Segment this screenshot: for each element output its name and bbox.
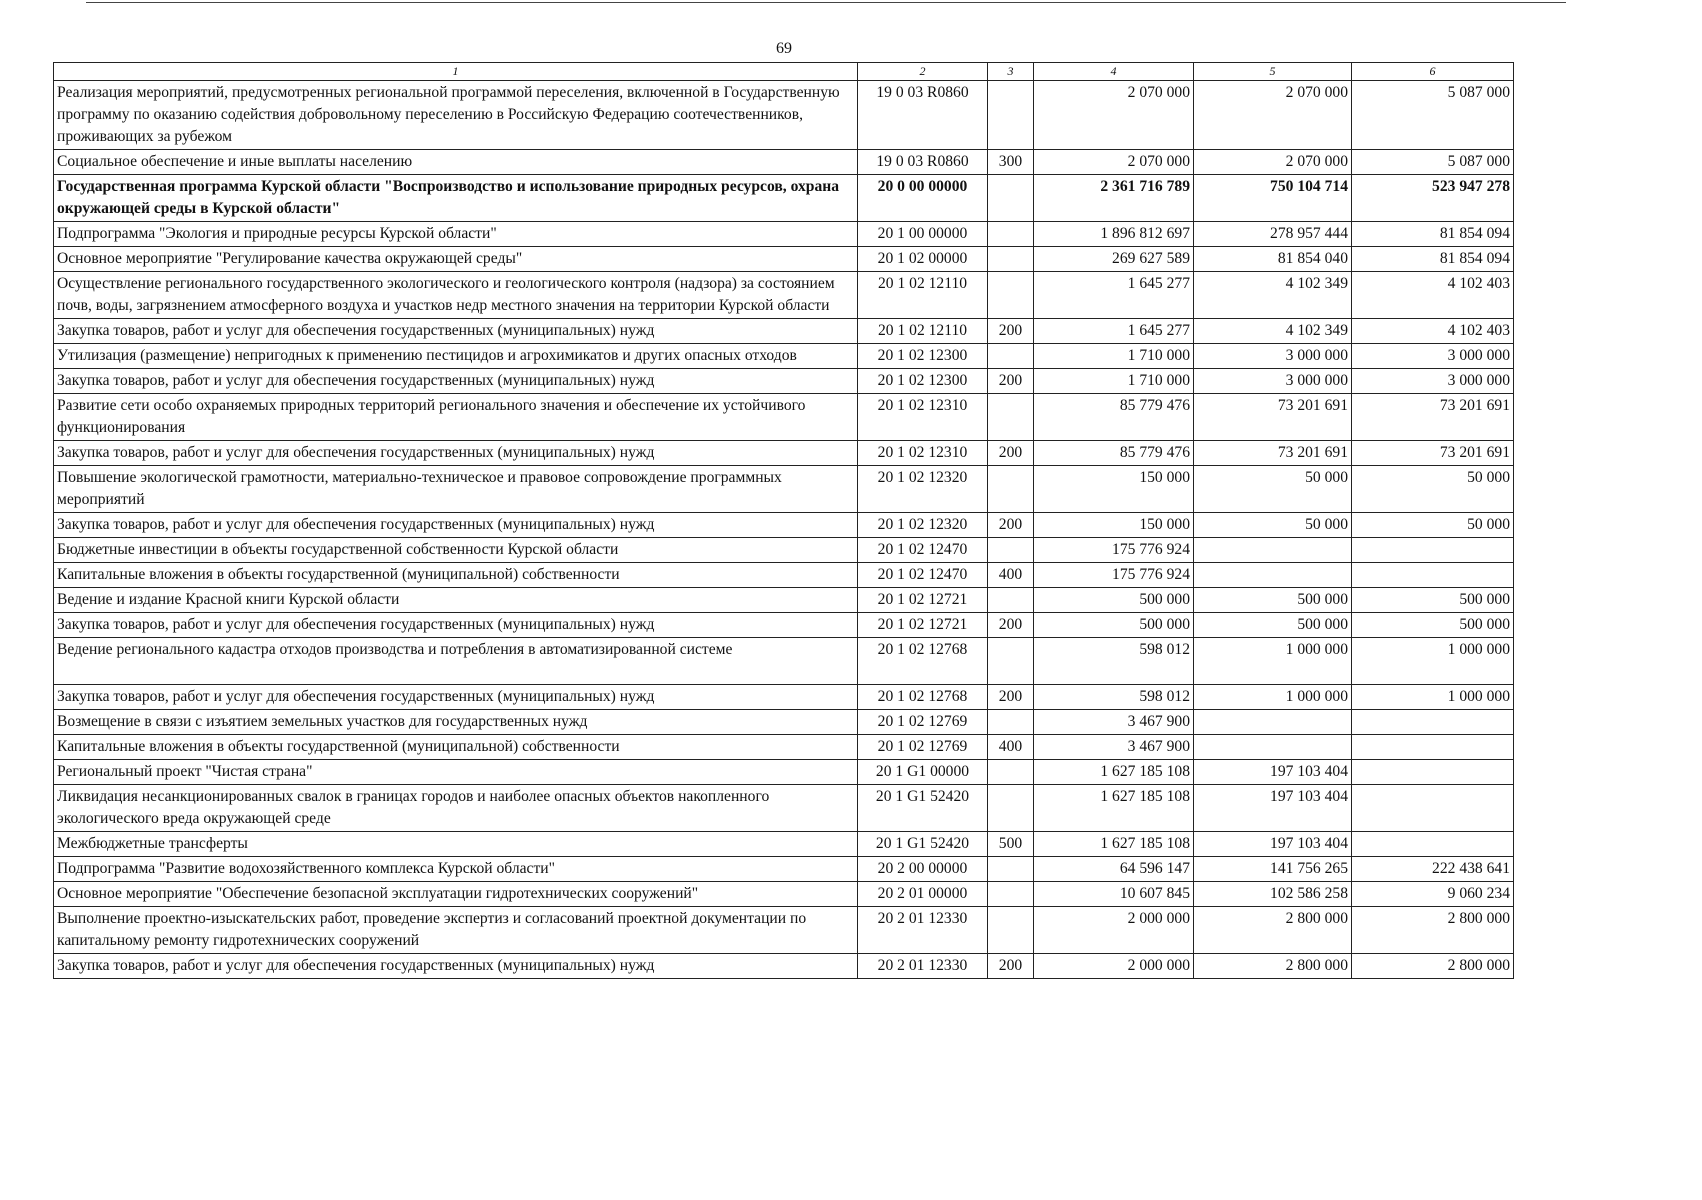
table-row	[54, 857, 1514, 882]
target-code-cell: 20 1 G1 52420	[858, 832, 988, 857]
item-name-cell: Закупка товаров, работ и услуг для обеспечения государственных (муниципальных) нужд	[54, 369, 858, 394]
column-number-1: 1	[54, 63, 858, 81]
item-name-cell: Развитие сети особо охраняемых природных территорий регионального значения и обеспечение их устойчивого функционирования	[54, 394, 858, 441]
target-code-cell: 20 1 02 12320	[858, 466, 988, 513]
table-row	[54, 563, 1514, 588]
target-code-cell: 19 0 03 R0860	[858, 81, 988, 150]
expense-type-cell	[988, 272, 1034, 319]
table-row	[54, 685, 1514, 710]
amount-col4-cell: 150 000	[1034, 466, 1194, 513]
table-row	[54, 81, 1514, 150]
amount-col5-cell: 197 103 404	[1194, 832, 1352, 857]
amount-col5-cell: 2 070 000	[1194, 81, 1352, 150]
amount-col6-cell: 523 947 278	[1352, 175, 1514, 222]
item-name-cell: Утилизация (размещение) непригодных к применению пестицидов и агрохимикатов и других опасных отходов	[54, 344, 858, 369]
target-code-cell: 20 1 02 12110	[858, 319, 988, 344]
item-name-cell: Закупка товаров, работ и услуг для обеспечения государственных (муниципальных) нужд	[54, 613, 858, 638]
table-row	[54, 175, 1514, 222]
amount-col5-cell	[1194, 538, 1352, 563]
amount-col4-cell: 598 012	[1034, 638, 1194, 685]
amount-col4-cell: 150 000	[1034, 513, 1194, 538]
item-name-cell: Закупка товаров, работ и услуг для обеспечения государственных (муниципальных) нужд	[54, 513, 858, 538]
target-code-cell: 20 1 02 12300	[858, 369, 988, 394]
expense-type-cell: 500	[988, 832, 1034, 857]
amount-col6-cell: 73 201 691	[1352, 441, 1514, 466]
expense-type-cell	[988, 857, 1034, 882]
item-name-cell: Ведение регионального кадастра отходов производства и потребления в автоматизированной системе	[54, 638, 858, 685]
item-name-cell: Межбюджетные трансферты	[54, 832, 858, 857]
item-name-cell: Социальное обеспечение и иные выплаты населению	[54, 150, 858, 175]
amount-col4-cell: 2 361 716 789	[1034, 175, 1194, 222]
expense-type-cell	[988, 394, 1034, 441]
expense-type-cell	[988, 760, 1034, 785]
item-name-cell: Реализация мероприятий, предусмотренных региональной программой переселения, включенной в Государственную программу по оказанию содействия добровольному переселению в Российскую Федерацию соотечественников, проживающих за рубежом	[54, 81, 858, 150]
expense-type-cell	[988, 882, 1034, 907]
target-code-cell: 20 1 02 12310	[858, 441, 988, 466]
amount-col6-cell: 1 000 000	[1352, 638, 1514, 685]
amount-col5-cell: 81 854 040	[1194, 247, 1352, 272]
amount-col6-cell: 2 800 000	[1352, 954, 1514, 979]
amount-col6-cell	[1352, 538, 1514, 563]
target-code-cell: 20 1 00 00000	[858, 222, 988, 247]
target-code-cell: 20 1 G1 52420	[858, 785, 988, 832]
item-name-cell: Повышение экологической грамотности, материально-техническое и правовое сопровождение программных мероприятий	[54, 466, 858, 513]
target-code-cell: 20 1 02 12721	[858, 613, 988, 638]
table-body	[54, 63, 1514, 979]
target-code-cell: 20 1 02 12300	[858, 344, 988, 369]
table-row	[54, 832, 1514, 857]
expense-type-cell	[988, 247, 1034, 272]
expense-type-cell	[988, 222, 1034, 247]
amount-col5-cell	[1194, 563, 1352, 588]
amount-col4-cell: 10 607 845	[1034, 882, 1194, 907]
amount-col5-cell: 2 070 000	[1194, 150, 1352, 175]
amount-col4-cell: 2 000 000	[1034, 907, 1194, 954]
target-code-cell: 20 1 02 00000	[858, 247, 988, 272]
table-row	[54, 710, 1514, 735]
expense-type-cell: 200	[988, 369, 1034, 394]
item-name-cell: Возмещение в связи с изъятием земельных участков для государственных нужд	[54, 710, 858, 735]
item-name-cell: Закупка товаров, работ и услуг для обеспечения государственных (муниципальных) нужд	[54, 319, 858, 344]
target-code-cell: 19 0 03 R0860	[858, 150, 988, 175]
item-name-cell: Закупка товаров, работ и услуг для обеспечения государственных (муниципальных) нужд	[54, 441, 858, 466]
amount-col5-cell: 500 000	[1194, 613, 1352, 638]
target-code-cell: 20 1 02 12320	[858, 513, 988, 538]
amount-col4-cell: 1 627 185 108	[1034, 832, 1194, 857]
table-row	[54, 272, 1514, 319]
item-name-cell: Бюджетные инвестиции в объекты государственной собственности Курской области	[54, 538, 858, 563]
top-rule	[86, 2, 1566, 3]
amount-col5-cell: 1 000 000	[1194, 685, 1352, 710]
amount-col5-cell: 197 103 404	[1194, 785, 1352, 832]
budget-table	[53, 62, 1514, 979]
expense-type-cell: 200	[988, 685, 1034, 710]
amount-col6-cell: 500 000	[1352, 613, 1514, 638]
item-name-cell: Капитальные вложения в объекты государственной (муниципальной) собственности	[54, 735, 858, 760]
item-name-cell: Осуществление регионального государственного экологического и геологического контроля (надзора) за состоянием почв, воды, загрязнением атмосферного воздуха и участков недр местного значения на территории Курской области	[54, 272, 858, 319]
amount-col6-cell: 81 854 094	[1352, 247, 1514, 272]
table-row	[54, 735, 1514, 760]
item-name-cell: Основное мероприятие "Обеспечение безопасной эксплуатации гидротехнических сооружений"	[54, 882, 858, 907]
amount-col6-cell	[1352, 832, 1514, 857]
amount-col4-cell: 175 776 924	[1034, 538, 1194, 563]
amount-col6-cell	[1352, 735, 1514, 760]
table-row	[54, 441, 1514, 466]
table-row	[54, 466, 1514, 513]
item-name-cell: Капитальные вложения в объекты государственной (муниципальной) собственности	[54, 563, 858, 588]
target-code-cell: 20 0 00 00000	[858, 175, 988, 222]
amount-col6-cell: 9 060 234	[1352, 882, 1514, 907]
column-number-6: 6	[1352, 63, 1514, 81]
amount-col4-cell: 85 779 476	[1034, 441, 1194, 466]
target-code-cell: 20 2 00 00000	[858, 857, 988, 882]
item-name-cell: Выполнение проектно-изыскательских работ, проведение экспертиз и согласований проектной документации по капитальному ремонту гидротехнических сооружений	[54, 907, 858, 954]
amount-col6-cell	[1352, 563, 1514, 588]
column-number-3: 3	[988, 63, 1034, 81]
table-row	[54, 882, 1514, 907]
amount-col6-cell: 4 102 403	[1352, 272, 1514, 319]
table-row	[54, 369, 1514, 394]
amount-col5-cell: 4 102 349	[1194, 319, 1352, 344]
amount-col6-cell: 3 000 000	[1352, 344, 1514, 369]
amount-col5-cell: 141 756 265	[1194, 857, 1352, 882]
target-code-cell: 20 1 02 12310	[858, 394, 988, 441]
table-row	[54, 344, 1514, 369]
amount-col5-cell: 102 586 258	[1194, 882, 1352, 907]
table-row	[54, 954, 1514, 979]
table-row	[54, 247, 1514, 272]
expense-type-cell	[988, 907, 1034, 954]
amount-col5-cell: 4 102 349	[1194, 272, 1352, 319]
expense-type-cell: 200	[988, 513, 1034, 538]
table-row	[54, 907, 1514, 954]
expense-type-cell: 200	[988, 613, 1034, 638]
table-row	[54, 222, 1514, 247]
amount-col4-cell: 1 645 277	[1034, 272, 1194, 319]
target-code-cell: 20 2 01 12330	[858, 907, 988, 954]
amount-col5-cell: 1 000 000	[1194, 638, 1352, 685]
amount-col5-cell: 500 000	[1194, 588, 1352, 613]
amount-col5-cell: 278 957 444	[1194, 222, 1352, 247]
amount-col5-cell: 3 000 000	[1194, 344, 1352, 369]
amount-col5-cell	[1194, 735, 1352, 760]
table-row	[54, 394, 1514, 441]
amount-col4-cell: 3 467 900	[1034, 735, 1194, 760]
table-row	[54, 150, 1514, 175]
table-row	[54, 538, 1514, 563]
amount-col6-cell: 50 000	[1352, 513, 1514, 538]
amount-col6-cell	[1352, 785, 1514, 832]
amount-col5-cell: 73 201 691	[1194, 441, 1352, 466]
expense-type-cell	[988, 588, 1034, 613]
amount-col6-cell: 3 000 000	[1352, 369, 1514, 394]
expense-type-cell: 300	[988, 150, 1034, 175]
expense-type-cell: 200	[988, 319, 1034, 344]
table-row	[54, 613, 1514, 638]
amount-col4-cell: 1 645 277	[1034, 319, 1194, 344]
amount-col4-cell: 500 000	[1034, 613, 1194, 638]
amount-col4-cell: 3 467 900	[1034, 710, 1194, 735]
target-code-cell: 20 1 02 12470	[858, 538, 988, 563]
column-number-5: 5	[1194, 63, 1352, 81]
amount-col4-cell: 85 779 476	[1034, 394, 1194, 441]
expense-type-cell	[988, 638, 1034, 685]
amount-col5-cell: 750 104 714	[1194, 175, 1352, 222]
amount-col5-cell: 197 103 404	[1194, 760, 1352, 785]
amount-col5-cell	[1194, 710, 1352, 735]
item-name-cell: Подпрограмма "Экология и природные ресурсы Курской области"	[54, 222, 858, 247]
item-name-cell: Государственная программа Курской области "Воспроизводство и использование природных ресурсов, охрана окружающей среды в Курской области"	[54, 175, 858, 222]
target-code-cell: 20 1 02 12769	[858, 735, 988, 760]
target-code-cell: 20 2 01 00000	[858, 882, 988, 907]
amount-col4-cell: 598 012	[1034, 685, 1194, 710]
target-code-cell: 20 1 02 12470	[858, 563, 988, 588]
table-row	[54, 760, 1514, 785]
amount-col5-cell: 50 000	[1194, 466, 1352, 513]
expense-type-cell	[988, 538, 1034, 563]
table-row	[54, 319, 1514, 344]
target-code-cell: 20 1 02 12768	[858, 638, 988, 685]
amount-col4-cell: 1 896 812 697	[1034, 222, 1194, 247]
item-name-cell: Ликвидация несанкционированных свалок в границах городов и наиболее опасных объектов накопленного экологического вреда окружающей среде	[54, 785, 858, 832]
expense-type-cell: 400	[988, 735, 1034, 760]
amount-col4-cell: 1 627 185 108	[1034, 760, 1194, 785]
amount-col6-cell	[1352, 760, 1514, 785]
amount-col5-cell: 2 800 000	[1194, 907, 1352, 954]
amount-col6-cell: 222 438 641	[1352, 857, 1514, 882]
target-code-cell: 20 1 G1 00000	[858, 760, 988, 785]
expense-type-cell: 400	[988, 563, 1034, 588]
amount-col4-cell: 1 710 000	[1034, 369, 1194, 394]
amount-col6-cell: 81 854 094	[1352, 222, 1514, 247]
amount-col6-cell: 2 800 000	[1352, 907, 1514, 954]
amount-col4-cell: 2 000 000	[1034, 954, 1194, 979]
table-row	[54, 513, 1514, 538]
expense-type-cell	[988, 175, 1034, 222]
target-code-cell: 20 1 02 12769	[858, 710, 988, 735]
amount-col5-cell: 3 000 000	[1194, 369, 1352, 394]
expense-type-cell: 200	[988, 954, 1034, 979]
table-row	[54, 588, 1514, 613]
expense-type-cell	[988, 785, 1034, 832]
table-row	[54, 785, 1514, 832]
amount-col4-cell: 2 070 000	[1034, 81, 1194, 150]
column-number-2: 2	[858, 63, 988, 81]
item-name-cell: Ведение и издание Красной книги Курской области	[54, 588, 858, 613]
amount-col4-cell: 1 710 000	[1034, 344, 1194, 369]
amount-col6-cell: 1 000 000	[1352, 685, 1514, 710]
expense-type-cell	[988, 81, 1034, 150]
amount-col6-cell: 5 087 000	[1352, 150, 1514, 175]
amount-col5-cell: 2 800 000	[1194, 954, 1352, 979]
item-name-cell: Закупка товаров, работ и услуг для обеспечения государственных (муниципальных) нужд	[54, 954, 858, 979]
target-code-cell: 20 2 01 12330	[858, 954, 988, 979]
amount-col6-cell: 5 087 000	[1352, 81, 1514, 150]
item-name-cell: Основное мероприятие "Регулирование качества окружающей среды"	[54, 247, 858, 272]
amount-col6-cell	[1352, 710, 1514, 735]
amount-col4-cell: 269 627 589	[1034, 247, 1194, 272]
item-name-cell: Подпрограмма "Развитие водохозяйственного комплекса Курской области"	[54, 857, 858, 882]
expense-type-cell: 200	[988, 441, 1034, 466]
amount-col5-cell: 73 201 691	[1194, 394, 1352, 441]
item-name-cell: Закупка товаров, работ и услуг для обеспечения государственных (муниципальных) нужд	[54, 685, 858, 710]
target-code-cell: 20 1 02 12721	[858, 588, 988, 613]
amount-col6-cell: 73 201 691	[1352, 394, 1514, 441]
amount-col4-cell: 500 000	[1034, 588, 1194, 613]
page-number: 69	[776, 40, 792, 57]
amount-col4-cell: 1 627 185 108	[1034, 785, 1194, 832]
column-number-row	[54, 63, 1514, 81]
amount-col6-cell: 500 000	[1352, 588, 1514, 613]
target-code-cell: 20 1 02 12110	[858, 272, 988, 319]
item-name-cell: Региональный проект "Чистая страна"	[54, 760, 858, 785]
expense-type-cell	[988, 344, 1034, 369]
amount-col4-cell: 2 070 000	[1034, 150, 1194, 175]
amount-col6-cell: 50 000	[1352, 466, 1514, 513]
expense-type-cell	[988, 466, 1034, 513]
amount-col5-cell: 50 000	[1194, 513, 1352, 538]
table-row	[54, 638, 1514, 685]
target-code-cell: 20 1 02 12768	[858, 685, 988, 710]
expense-type-cell	[988, 710, 1034, 735]
column-number-4: 4	[1034, 63, 1194, 81]
amount-col4-cell: 64 596 147	[1034, 857, 1194, 882]
amount-col6-cell: 4 102 403	[1352, 319, 1514, 344]
amount-col4-cell: 175 776 924	[1034, 563, 1194, 588]
